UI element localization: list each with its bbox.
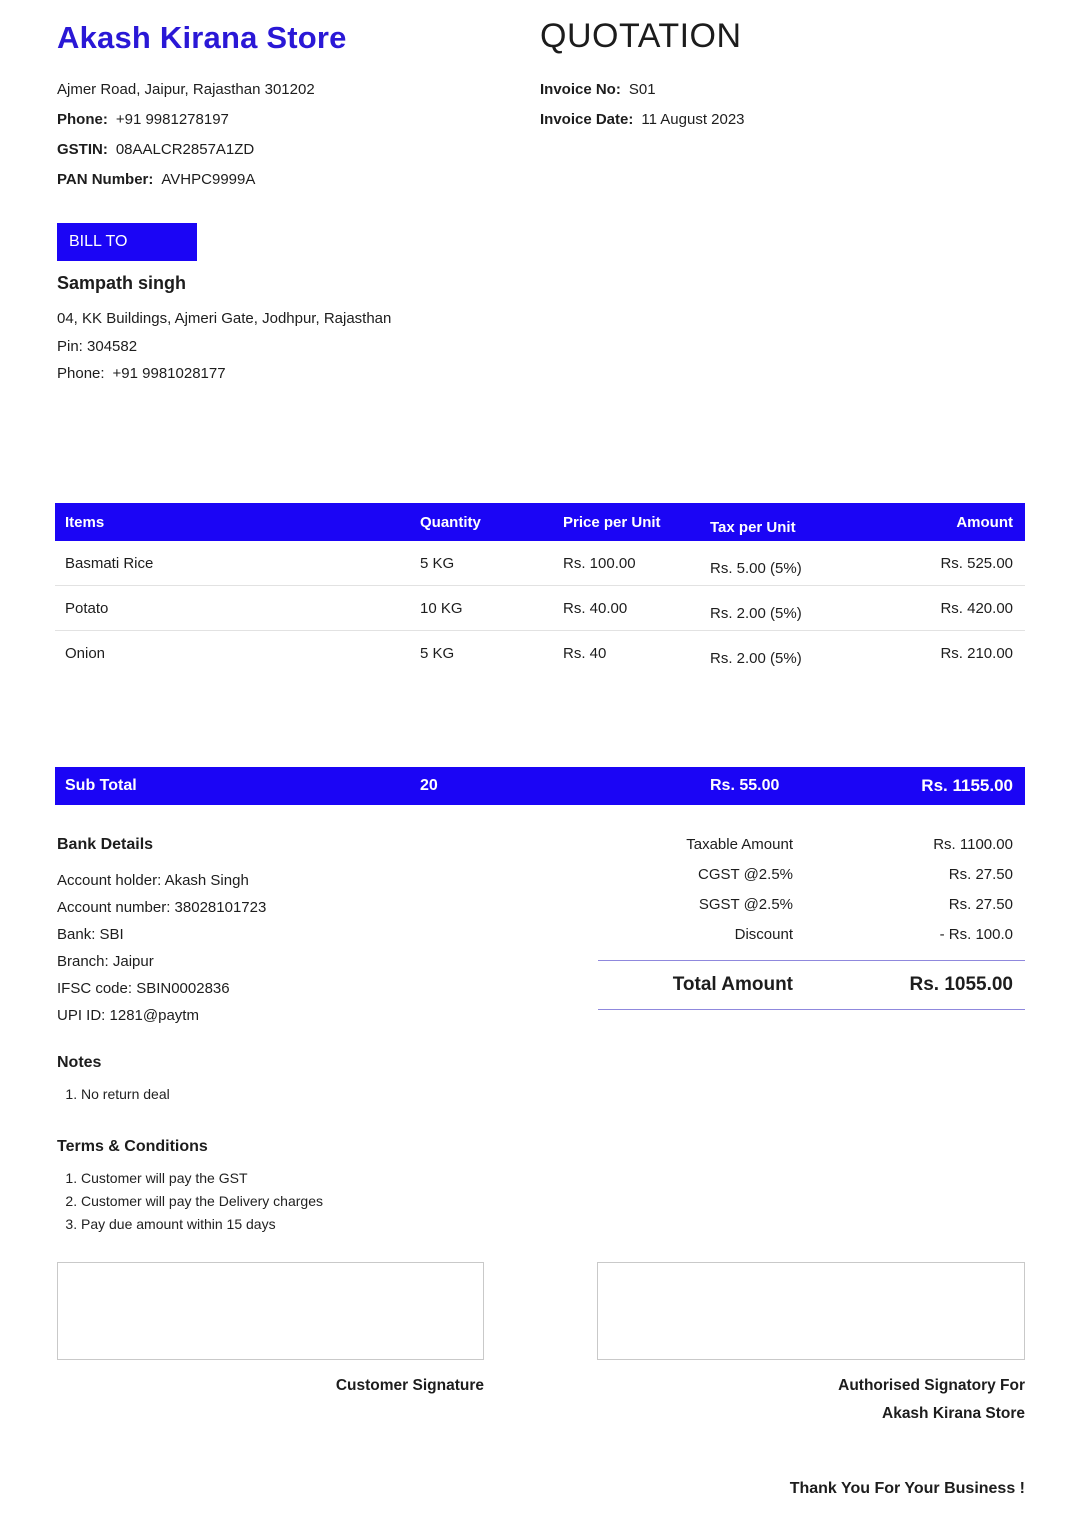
row-tax: Rs. 2.00 (5%) [710,604,802,622]
bank-account-holder: Account holder: Akash Singh [57,872,249,889]
store-phone-value: +91 9981278197 [115,111,229,128]
document-title: QUOTATION [540,17,742,55]
customer-signature-box [57,1262,484,1360]
amount-summary [598,830,1025,1010]
store-phone-label: Phone: [57,111,108,128]
terms-title: Terms & Conditions [57,1138,208,1155]
authorised-signatory-name: Akash Kirana Store [882,1405,1025,1422]
table-row [55,541,1025,586]
store-phone [57,110,229,130]
subtotal-tax: Rs. 55.00 [710,777,780,794]
note-item: 1. No return deal [81,1083,557,1106]
bank-name: Bank: SBI [57,926,124,943]
summary-row-cgst [598,860,1025,890]
total-amount-value: Rs. 1055.00 [909,974,1013,995]
store-pan-value: AVHPC9999A [161,171,256,188]
row-price: Rs. 40 [563,645,607,662]
bill-to-name: Sampath singh [57,273,187,293]
items-table-header [55,503,1025,541]
notes-title: Notes [57,1054,102,1071]
row-price: Rs. 100.00 [563,554,636,572]
header-quantity: Quantity [420,513,481,531]
subtotal-label: Sub Total [65,777,137,794]
terms-list [57,1167,557,1236]
bank-branch: Branch: Jaipur [57,953,154,970]
invoice-number-label: Invoice No: [540,81,621,98]
invoice-date [540,110,745,130]
bill-to-pin: Pin: 304582 [57,338,138,355]
term-item: 2. Customer will pay the Delivery charges [81,1190,557,1213]
store-name: Akash Kirana Store [57,20,347,55]
customer-signature-label: Customer Signature [335,1377,484,1394]
bill-to-phone-label: Phone: [57,365,105,382]
bill-to-badge: BILL TO [57,223,197,261]
row-item: Potato [65,599,109,617]
terms-section [57,1138,557,1236]
cgst-label: CGST @2.5% [698,866,793,883]
row-amount: Rs. 420.00 [940,599,1013,617]
store-pan [57,170,255,190]
taxable-amount-value: Rs. 1100.00 [933,836,1013,853]
row-quantity: 5 KG [420,645,455,662]
invoice-number [540,80,656,100]
header-price: Price per Unit [563,513,661,531]
row-amount: Rs. 210.00 [940,645,1013,662]
row-quantity: 10 KG [420,599,463,617]
taxable-amount-label: Taxable Amount [686,836,793,853]
term-item: 1. Customer will pay the GST [81,1167,557,1190]
sgst-value: Rs. 27.50 [948,896,1013,913]
authorised-signature-box [597,1262,1025,1360]
summary-row-discount [598,920,1025,950]
invoice-date-label: Invoice Date: [540,111,634,128]
header-tax: Tax per Unit [710,518,796,536]
store-address: Ajmer Road, Jaipur, Rajasthan 301202 [57,81,315,98]
subtotal-amount: Rs. 1155.00 [921,776,1013,795]
term-item: 3. Pay due amount within 15 days [81,1213,557,1236]
header-items: Items [65,513,105,531]
sgst-label: SGST @2.5% [698,896,793,913]
total-amount-row [598,961,1025,1009]
discount-value: - Rs. 100.0 [939,926,1013,943]
store-gstin-value: 08AALCR2857A1ZD [115,141,255,158]
cgst-value: Rs. 27.50 [948,866,1013,883]
summary-row-sgst [598,890,1025,920]
invoice-number-value: S01 [628,81,656,98]
table-row [55,631,1025,676]
table-row [55,586,1025,631]
notes-section [57,1054,557,1106]
bill-to-phone-value: +91 9981028177 [112,365,226,382]
bank-account-number: Account number: 38028101723 [57,899,267,916]
items-table [55,503,1025,676]
notes-list [57,1083,557,1106]
row-price: Rs. 40.00 [563,599,628,617]
subtotal-quantity: 20 [420,777,438,794]
subtotal-bar [55,767,1025,805]
bill-to-address: 04, KK Buildings, Ajmeri Gate, Jodhpur, Rajasthan [57,310,392,327]
bank-details-title: Bank Details [57,836,154,853]
summary-divider [598,1009,1025,1010]
row-item: Onion [65,645,106,662]
bill-to-phone [57,364,226,384]
store-gstin [57,140,254,160]
row-tax: Rs. 5.00 (5%) [710,559,802,577]
discount-label: Discount [734,926,793,943]
authorised-signatory-label: Authorised Signatory For [838,1377,1025,1394]
row-item: Basmati Rice [65,554,154,572]
invoice-date-value: 11 August 2023 [641,111,745,128]
row-quantity: 5 KG [420,554,455,572]
row-amount: Rs. 525.00 [940,554,1013,572]
total-amount-label: Total Amount [672,974,793,995]
store-pan-label: PAN Number: [57,171,154,188]
bank-ifsc: IFSC code: SBIN0002836 [57,980,230,997]
row-tax: Rs. 2.00 (5%) [710,650,802,667]
thank-you-message: Thank You For Your Business ! [789,1480,1025,1497]
bank-upi: UPI ID: 1281@paytm [57,1007,199,1024]
store-gstin-label: GSTIN: [57,141,108,158]
summary-row-taxable [598,830,1025,860]
header-amount: Amount [956,513,1013,531]
bank-details [57,836,487,1029]
